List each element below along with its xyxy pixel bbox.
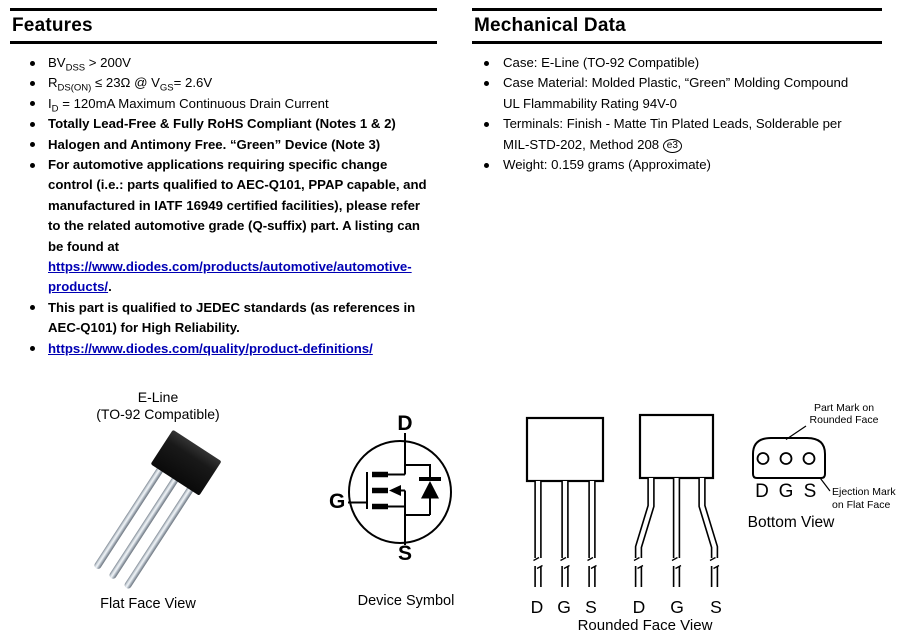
mechanical-data-title: Mechanical Data [474,15,626,36]
eline-title-line2: (TO-92 Compatible) [96,406,220,422]
device-symbol-caption: Device Symbol [357,593,455,609]
text-segment: Case Material: Molded Plastic, “Green” Molding Compound [503,75,849,91]
text-segment: Terminals: Finish - Matte Tin Plated Leads, Solderable per [503,116,842,132]
device-symbol [328,403,480,565]
text-segment: Halogen and Antimony Free. “Green” Device (Note 3) [48,136,381,152]
feature-item [10,94,437,114]
rounded-face-view-figure [505,408,740,640]
feature-item [10,114,437,134]
straight-leads [534,481,597,587]
features-title: Features [12,15,93,36]
text-segment: manufactured in IATF 16949 certified facilities), please refer [48,197,421,213]
package-outline [640,415,713,478]
text-segment: BV [48,55,66,70]
mosfet-lines [348,433,430,545]
feature-item [10,298,437,339]
feature-item [10,339,437,359]
pin-label: D [632,597,646,617]
flat-face-photo [90,423,240,591]
part-mark-note-line1: Part Mark on [813,402,875,414]
text-segment: UL Flammability Rating 94V-0 [503,95,677,111]
ejection-mark-note-line2: on Flat Face [832,499,891,511]
e3-badge: e3 [663,139,682,153]
text-segment: For automotive applications requiring specific change [48,157,388,173]
channel-bars [372,475,388,507]
flat-face-view-caption: Flat Face View [100,596,196,612]
text-segment: = 2.6V [173,75,213,91]
mechanical-item [472,53,882,73]
pin-label-drain: D [397,412,413,435]
text-segment: be found at [48,238,120,254]
mechanical-data-section [472,8,882,175]
lead-cross-sections [758,453,815,464]
pin-label: S [710,597,722,617]
eline-title-line1: E-Line [137,389,179,405]
pin-label: S [803,481,817,502]
text-segment: MIL-STD-202, Method 208 [503,136,663,152]
text-segment: to the related automotive grade (Q-suffix) part. A listing can [48,218,420,234]
link[interactable]: products/ [48,279,109,295]
link[interactable]: https://www.diodes.com/products/automotive/automotive- [48,259,412,275]
eline-figure-title [58,389,258,423]
pin-label-source: S [397,542,413,565]
subscript: D [51,103,59,115]
rounded-face-view-caption: Rounded Face View [577,617,713,634]
link[interactable]: https://www.diodes.com/quality/product-definitions/ [48,340,373,356]
text-segment: Totally Lead-Free & Fully RoHS Compliant (Notes 1 & 2) [48,116,396,132]
mechanical-item [472,155,882,175]
features-list [10,53,437,359]
feature-item [10,135,437,155]
photo-assembly [90,430,222,591]
pin-label: D [530,597,544,617]
text-segment: AEC-Q101) for High Reliability. [48,320,240,336]
text-segment: I [48,95,52,111]
subscript: DSS [65,62,86,74]
pin-label-gate: G [329,490,346,513]
text-segment: ≤ 23Ω @ V [91,75,160,91]
part-mark-note-line2: Rounded Face [809,414,879,426]
body-diode [421,481,439,499]
splayed-leads [634,478,719,587]
pin-label: G [557,597,571,617]
text-segment: This part is qualified to JEDEC standards (as references in [48,299,416,315]
pin-label: G [778,481,794,502]
pin-label: D [755,481,769,502]
substrate-arrow [389,485,401,496]
features-section [10,8,437,359]
mechanical-item [472,73,882,114]
bottom-view-figure [740,398,900,534]
ejection-mark-note-line1: Ejection Mark [832,486,896,498]
bottom-view-caption: Bottom View [747,514,835,531]
text-segment: R [48,75,58,91]
mechanical-data-list [472,53,882,175]
package-body [151,430,222,496]
pin-label: S [585,597,597,617]
text-segment: . [108,279,112,295]
mechanical-data-header [472,8,882,44]
feature-item [10,53,437,73]
subscript: GS [159,83,174,95]
features-header [10,8,437,44]
text-segment: Weight: 0.159 grams (Approximate) [503,157,711,173]
subscript: DS(ON) [57,83,92,95]
feature-item [10,73,437,93]
package-outline [527,418,603,481]
text-segment: = 120mA Maximum Continuous Drain Current [58,95,329,111]
text-segment: control (i.e.: parts qualified to AEC-Q101, PPAP capable, and [48,177,427,193]
feature-item [10,155,437,298]
pointer-line [821,479,831,492]
pin-label: G [670,597,684,617]
mechanical-item [472,114,882,155]
text-segment: Case: E-Line (TO-92 Compatible) [503,55,700,70]
text-segment: > 200V [85,55,131,70]
